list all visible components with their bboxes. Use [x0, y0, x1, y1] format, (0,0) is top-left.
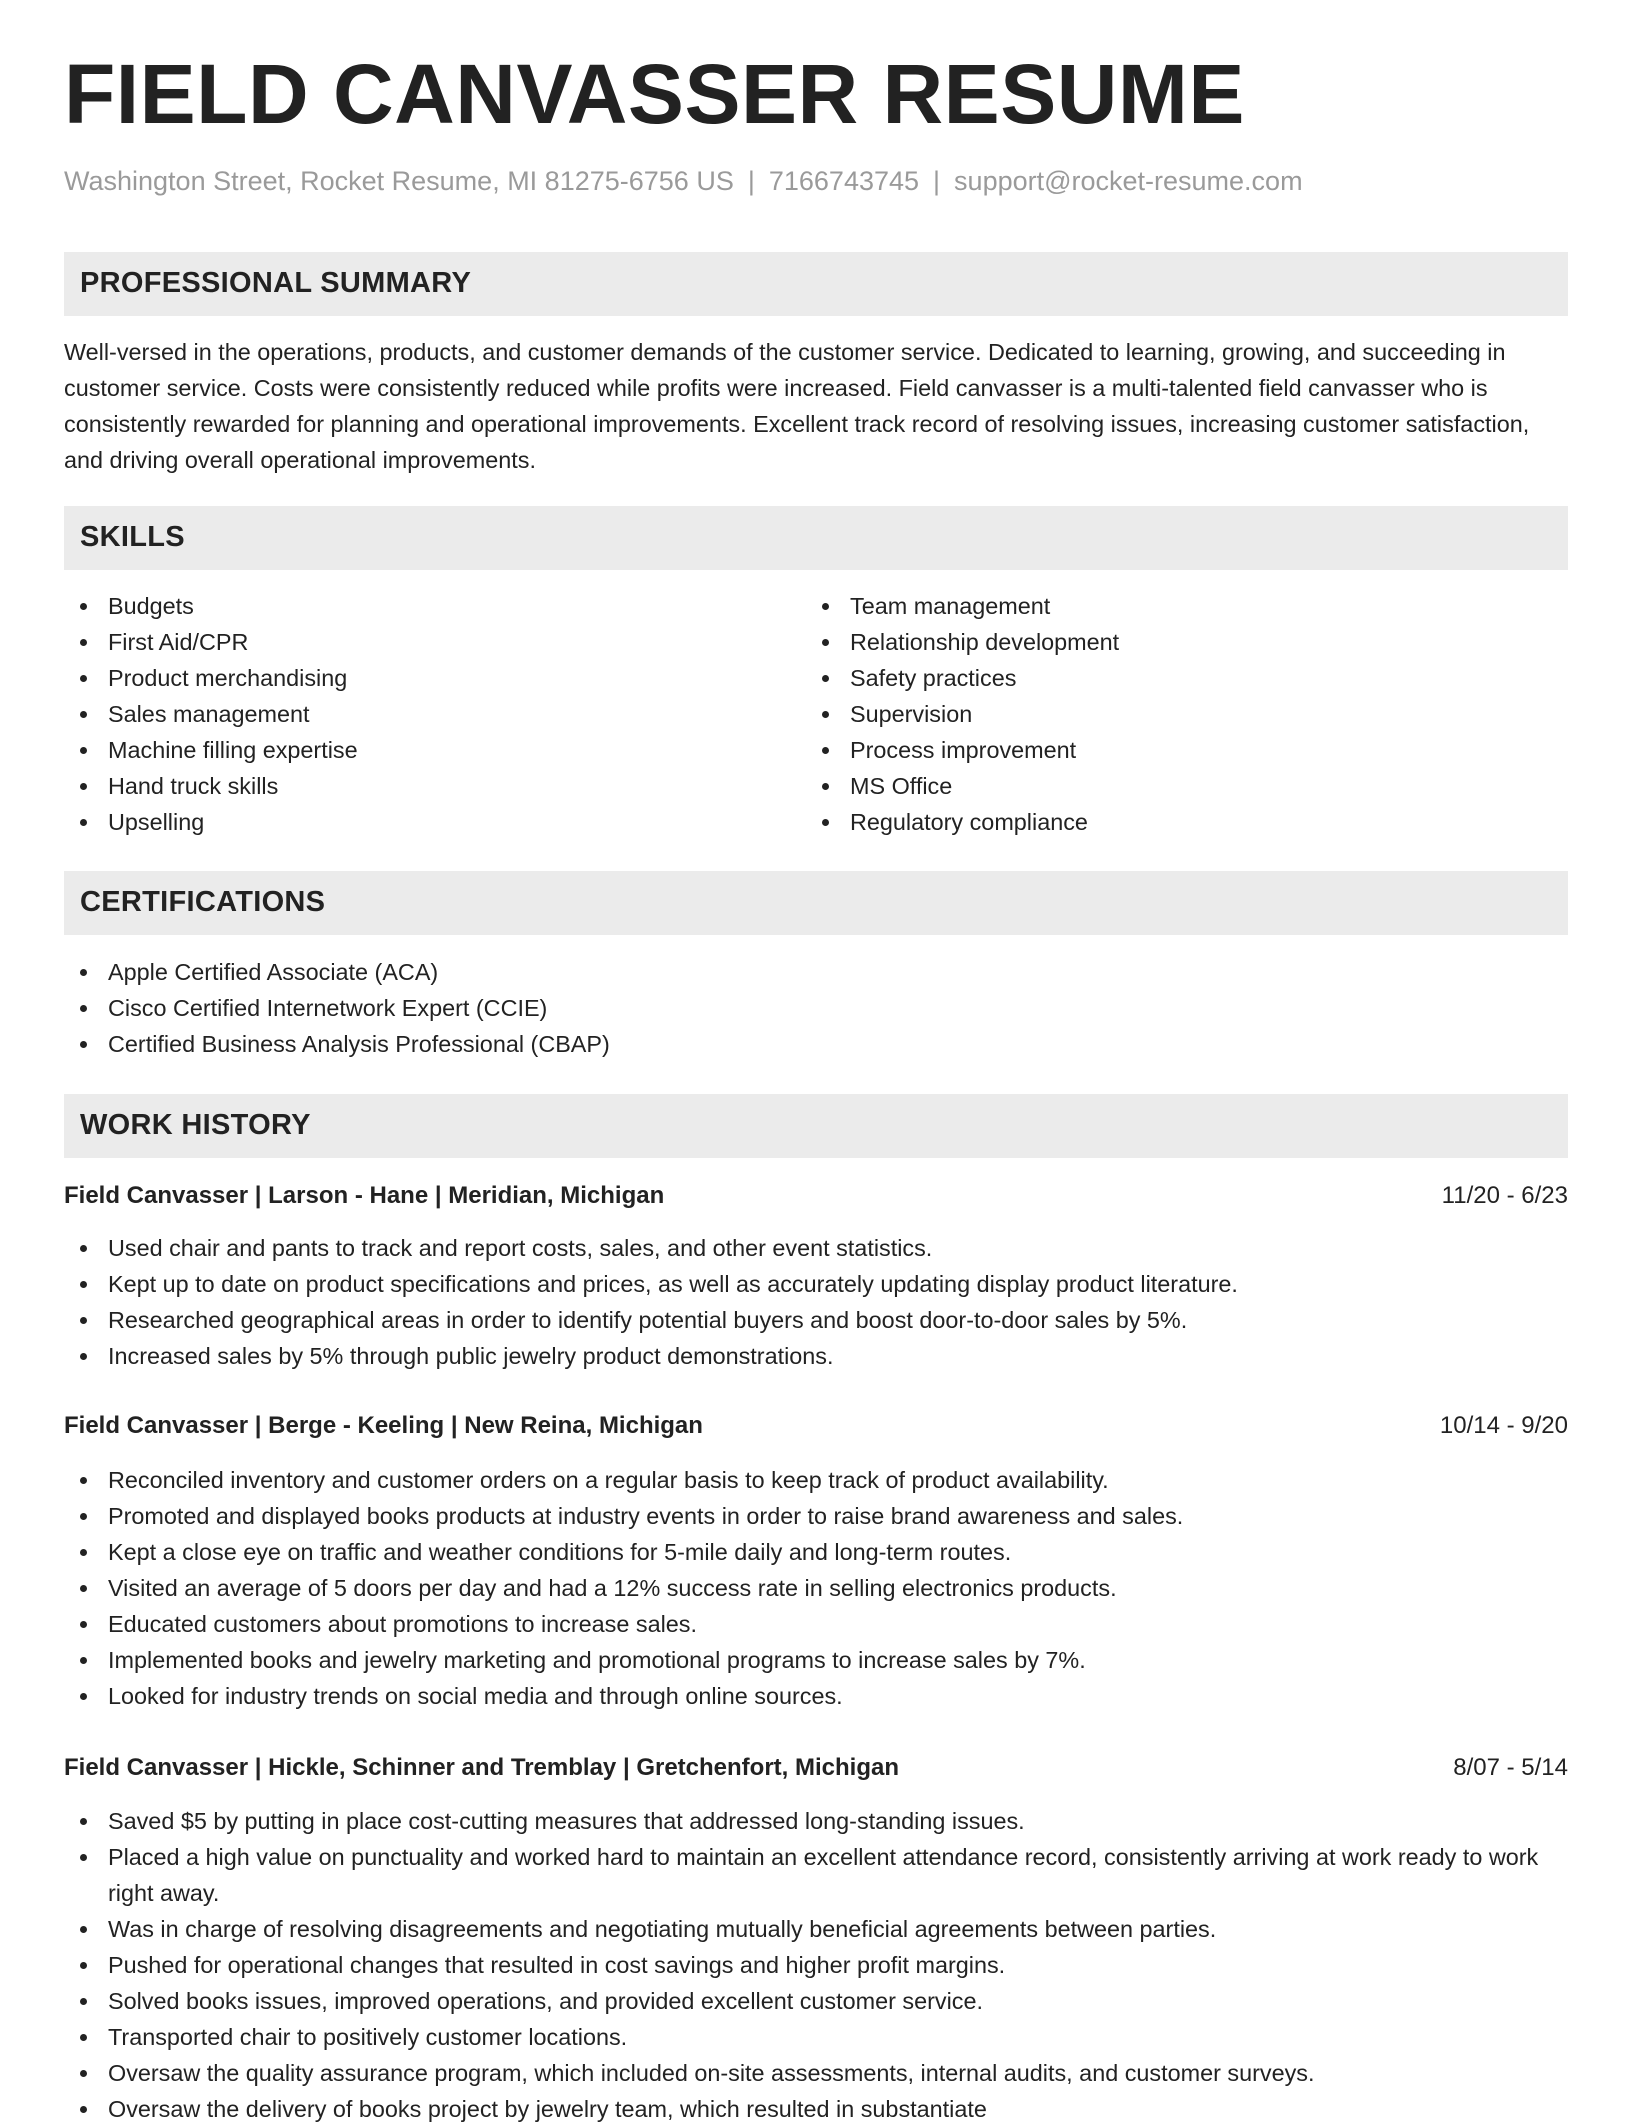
skills-heading: SKILLS [80, 521, 185, 553]
job-title: Field Canvasser | Hickle, Schinner and Tremblay | Gretchenfort, Michigan [64, 1754, 900, 1781]
certifications-heading: CERTIFICATIONS [80, 886, 326, 918]
contact-phone: 7166743745 [768, 166, 920, 196]
job-bullet: Pushed for operational changes that resulted in cost savings and higher profit margins. [64, 1947, 1568, 1983]
job-dates: 11/20 - 6/23 [1441, 1182, 1568, 1209]
skill-item: Team management [806, 588, 1566, 624]
skill-item: Regulatory compliance [806, 804, 1566, 840]
job-bullet: Placed a high value on punctuality and worked hard to maintain an excellent attendance record, consistently arriving at work ready to work right away. [64, 1839, 1568, 1911]
job-bullet: Kept up to date on product specifications and prices, as well as accurately updating display product literature. [64, 1266, 1568, 1302]
certification-item: Cisco Certified Internetwork Expert (CCIE) [64, 990, 1568, 1026]
job-bullet: Transported chair to positively customer locations. [64, 2019, 1568, 2055]
summary-text: Well-versed in the operations, products, and customer demands of the customer service. Dedicated to learning, growing, and succeeding in customer service. Costs were consistently reduced while profits were increased. Field canvasser is a multi-talented field canvasser who is consistently rewarded for planning and operational improvements. Excellent track record of resolving issues, increasing customer satisfaction, and driving overall operational improvements. [64, 339, 1530, 473]
skill-item: Safety practices [806, 660, 1566, 696]
job-bullet: Educated customers about promotions to increase sales. [64, 1606, 1568, 1642]
skills-list-left [64, 588, 804, 840]
skill-item: Budgets [64, 588, 804, 624]
job-title: Field Canvasser | Berge - Keeling | New Reina, Michigan [64, 1412, 703, 1439]
skill-item: Relationship development [806, 624, 1566, 660]
job-bullet: Visited an average of 5 doors per day and had a 12% success rate in selling electronics products. [64, 1570, 1568, 1606]
skill-item: Machine filling expertise [64, 732, 804, 768]
work-history-section-header [64, 1094, 1568, 1158]
contact-separator: | [933, 166, 941, 196]
job-bullet: Saved $5 by putting in place cost-cutting measures that addressed long-standing issues. [64, 1803, 1568, 1839]
job-bullet: Oversaw the delivery of books project by jewelry team, which resulted in substantiate [64, 2091, 1568, 2127]
job-title: Field Canvasser | Larson - Hane | Meridian, Michigan [64, 1182, 665, 1209]
skill-item: Product merchandising [64, 660, 804, 696]
contact-separator: | [747, 166, 755, 196]
job-bullet: Implemented books and jewelry marketing and promotional programs to increase sales by 7%. [64, 1642, 1568, 1678]
skill-item: Process improvement [806, 732, 1566, 768]
contact-address: Washington Street, Rocket Resume, MI 81275-6756 US [64, 166, 734, 196]
summary-section-header [64, 252, 1568, 316]
skill-item: MS Office [806, 768, 1566, 804]
contact-email: support@rocket-resume.com [954, 166, 1303, 196]
job-bullet: Reconciled inventory and customer orders on a regular basis to keep track of product availability. [64, 1462, 1568, 1498]
resume-title: FIELD CANVASSER RESUME [64, 47, 1245, 141]
job-bullet: Solved books issues, improved operations, and provided excellent customer service. [64, 1983, 1568, 2019]
job-bullet: Oversaw the quality assurance program, which included on-site assessments, internal audits, and customer surveys. [64, 2055, 1568, 2091]
skill-item: Upselling [64, 804, 804, 840]
job-bullets [64, 1230, 1568, 1374]
skill-item: Supervision [806, 696, 1566, 732]
skill-item: Hand truck skills [64, 768, 804, 804]
job-bullet: Kept a close eye on traffic and weather conditions for 5-mile daily and long-term routes. [64, 1534, 1568, 1570]
skills-list-right [806, 588, 1566, 840]
job-bullet: Used chair and pants to track and report costs, sales, and other event statistics. [64, 1230, 1568, 1266]
job-bullet: Increased sales by 5% through public jewelry product demonstrations. [64, 1338, 1568, 1374]
job-bullets [64, 1462, 1568, 1714]
job-dates: 8/07 - 5/14 [1453, 1754, 1568, 1781]
job-bullet: Researched geographical areas in order to identify potential buyers and boost door-to-door sales by 5%. [64, 1302, 1568, 1338]
skill-item: Sales management [64, 696, 804, 732]
skill-item: First Aid/CPR [64, 624, 804, 660]
job-bullets [64, 1803, 1568, 2127]
summary-heading: PROFESSIONAL SUMMARY [80, 267, 472, 299]
job-header [64, 1178, 1568, 1214]
certifications-list [64, 954, 1568, 1062]
work-history-heading: WORK HISTORY [80, 1109, 311, 1141]
job-bullet: Looked for industry trends on social media and through online sources. [64, 1678, 1568, 1714]
job-bullet: Promoted and displayed books products at industry events in order to raise brand awareness and sales. [64, 1498, 1568, 1534]
skills-section-header [64, 506, 1568, 570]
certifications-section-header [64, 871, 1568, 935]
certification-item: Certified Business Analysis Professional (CBAP) [64, 1026, 1568, 1062]
job-header [64, 1408, 1568, 1444]
contact-line [64, 166, 1303, 197]
job-header [64, 1750, 1568, 1786]
job-dates: 10/14 - 9/20 [1439, 1412, 1568, 1439]
job-bullet: Was in charge of resolving disagreements and negotiating mutually beneficial agreements between parties. [64, 1911, 1568, 1947]
certification-item: Apple Certified Associate (ACA) [64, 954, 1568, 990]
